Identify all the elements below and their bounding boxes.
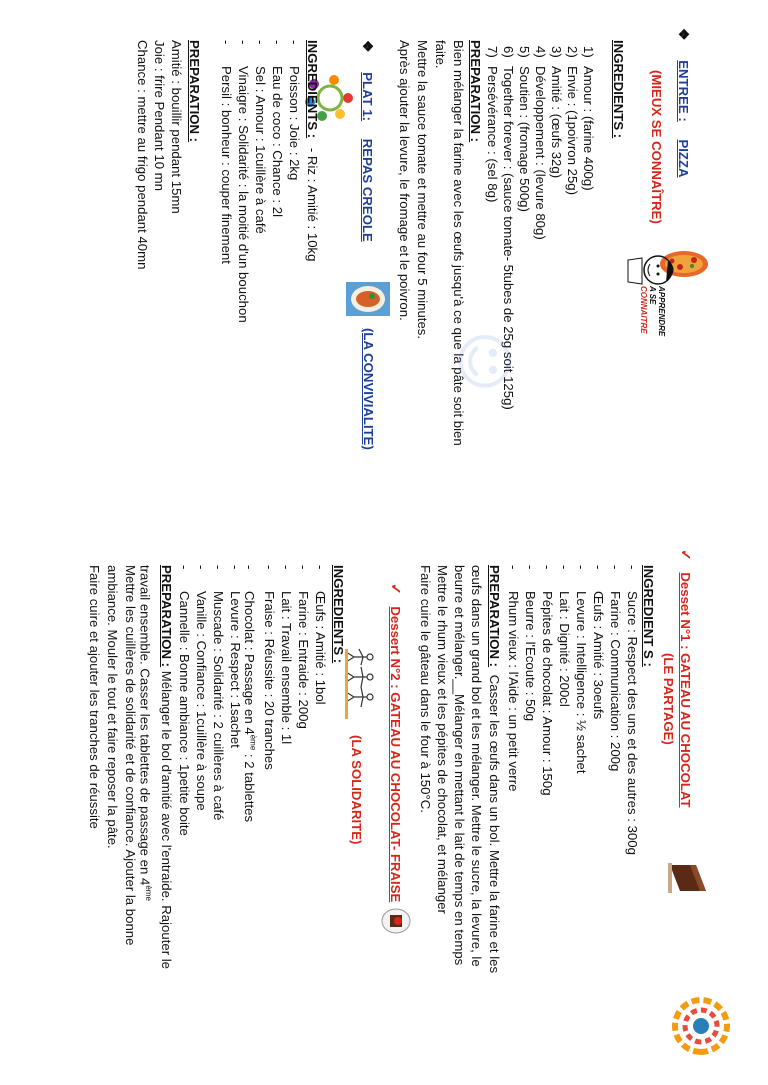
list-item: 7)Persévérance : (sel 8g) bbox=[485, 46, 500, 203]
list-item: -Levure : Respect : 1sachet bbox=[228, 565, 243, 748]
list-item: -Farine : Entraide : 200g bbox=[296, 565, 311, 729]
plat-header bbox=[359, 40, 376, 242]
prep-line: faite. bbox=[433, 40, 448, 69]
prep-line: Chance : mettre au frigo pendant 40mn bbox=[135, 40, 150, 270]
list-item: -Sel : Amour : 1cuillère à café bbox=[253, 40, 268, 234]
dessert2-ingredients-title: INGREDIENTS : bbox=[331, 565, 346, 664]
prep-line: Mettre les cuillères de solidarité et de confiance. Ajouter la bonne bbox=[123, 565, 138, 946]
list-item: -Muscade : Solidarité : 2 cuillères à café bbox=[211, 565, 226, 821]
left-column bbox=[0, 0, 768, 540]
list-item: -Pépites de chocolat : Amour : 150g bbox=[540, 565, 555, 796]
list-item: -Beurre : l'Ecoute : 50g bbox=[523, 565, 538, 722]
list-item: -Rhum vieux : l'Aide : un petit verre bbox=[506, 565, 521, 792]
entree-header bbox=[675, 28, 692, 178]
list-item: -Vinaigre : Solidarité : la moitié d'un bouchon bbox=[236, 40, 251, 323]
prep-line: Faire cuire et ajouter les tranches de réussite bbox=[87, 565, 102, 829]
list-item: 5)Soutien : (fromage 500g) bbox=[517, 46, 532, 212]
list-item: -Œufs : Amitié : 1bol bbox=[313, 565, 328, 705]
creole-dish-image bbox=[346, 282, 390, 316]
prep-line: Amitié : bouillir pendant 15mn bbox=[169, 40, 184, 214]
plat-ingredients-heading bbox=[304, 40, 320, 261]
entree-subtitle: (MIEUX SE CONNAÎTRE) bbox=[649, 70, 664, 224]
dessert1-prep-title: PREPARATION : bbox=[487, 565, 502, 668]
list-item: -Persil : bonheur : couper finement bbox=[219, 40, 234, 264]
kids-solidarity-image bbox=[342, 645, 376, 725]
prep-line: Bien mélanger la farine avec les œufs jusqu'à ce que la pâte soit bien bbox=[451, 40, 466, 446]
list-item: -Vanille : Confiance : 1cuillère à soupe bbox=[194, 565, 209, 811]
prep-line: beurre et mélanger.__Mélanger en mettant le lait de temps en temps bbox=[452, 565, 467, 966]
entree-label: ENTREE : bbox=[676, 60, 691, 122]
plat-prep-title: PREPARATION : bbox=[187, 40, 202, 143]
logo-text-2: A SE bbox=[648, 286, 657, 305]
dessert2-prep-first: PREPARATION : Mélanger le bol d'amitié avec l'entraide. Rajouter le bbox=[159, 565, 174, 970]
prep-line: œufs dans un grand bol et les mélanger. Mettre le sucre, la levure, le bbox=[469, 565, 484, 967]
check-mark-icon: ✓ bbox=[388, 583, 404, 595]
faint-watermark: ☺ bbox=[448, 330, 518, 393]
check-mark-icon: ✓ bbox=[678, 549, 694, 561]
list-item: -Fraise : Réussite : 20 tranches bbox=[262, 565, 277, 770]
plat-ingredients-title: INGREDIENTS : bbox=[305, 40, 320, 139]
list-item: 1)Amour : (farine 400g) bbox=[581, 46, 596, 191]
list-item: -Œufs : Amitié : 3oeufs bbox=[591, 565, 606, 720]
list-item: 6)Together forever : (sauce tomate- 5tubes de 25g soit 125g) bbox=[501, 46, 516, 410]
prep-line: Après ajouter la levure, le fromage et le poivron. bbox=[397, 40, 412, 321]
dessert1-ingredients-title: INGREDIENT S : bbox=[641, 565, 656, 667]
prep-line: travail ensemble. Casser les tablettes de passage en 4ème bbox=[137, 565, 153, 901]
cartoon-logo bbox=[624, 254, 688, 354]
chocolate-cake-image bbox=[666, 861, 710, 895]
dessert2-prep-title: PREPARATION : bbox=[159, 565, 174, 668]
entree-dish: PIZZA bbox=[676, 139, 691, 178]
dessert2-subtitle: (LA SOLIDARITE) bbox=[349, 735, 364, 845]
dessert2-title: Dessert N°2 : GATEAU AU CHOCOLAT- FRAISE bbox=[388, 606, 403, 903]
list-item: -Lait : Travail ensemble : 1l bbox=[279, 565, 294, 745]
entree-prep-title: PREPARATION : bbox=[468, 40, 483, 143]
logo-text-1: APPRENDRE bbox=[657, 286, 666, 337]
entree-ingredients-title: INGREDIENTS : bbox=[611, 40, 626, 139]
dessert1-header bbox=[677, 549, 694, 808]
list-item: -Poisson : Joie : 2kg bbox=[287, 40, 302, 181]
list-item: -Sucre : Respect des uns et des autres : 300g bbox=[625, 565, 640, 855]
prep-line: ambiance. Mouler le tout et faire reposer la pâte. bbox=[105, 565, 120, 849]
plat-subtitle: (LA CONVIVIALITE) bbox=[361, 328, 376, 450]
plat-dish: REPAS CREOLE bbox=[360, 138, 375, 242]
dessert1-subtitle: (LE PARTAGE) bbox=[661, 653, 676, 745]
strawberry-cake-image bbox=[380, 907, 412, 935]
plat-label: PLAT 1: bbox=[360, 72, 375, 122]
list-item: -Lait : Dignité : 200cl bbox=[557, 565, 572, 707]
list-item: 4)Développement : (levure 80g) bbox=[533, 46, 548, 240]
prep-line: Mettre la sauce tomate et mettre au four 5 minutes. bbox=[415, 40, 430, 340]
dessert1-title: Desset N°1 : GATEAU AU CHOCOLAT bbox=[678, 572, 693, 808]
list-item: -Eau de coco : Chance : 2l bbox=[270, 40, 285, 218]
hands-circle-image bbox=[672, 997, 730, 1055]
list-item: -Cannelle : Bonne ambiance : 1petite boite bbox=[177, 565, 192, 836]
list-item: 2)Envie : (1poivron 25g) bbox=[565, 46, 580, 196]
prep-line: Mettre le rhum vieux et les pépites de chocolat, et mélanger bbox=[435, 565, 450, 914]
list-item: 3)Amitié : (œufs 32g) bbox=[549, 46, 564, 179]
dessert2-header bbox=[387, 583, 404, 902]
prep-line: Joie : frire Pendant 10 mn bbox=[152, 40, 167, 192]
diamond-bullet-icon: ❖ bbox=[360, 40, 376, 53]
right-column bbox=[0, 545, 768, 1085]
diamond-bullet-icon: ❖ bbox=[676, 28, 692, 41]
list-item: -Levure : Intelligence : ½ sachet bbox=[574, 565, 589, 774]
list-item: -Farine : Communication : 200g bbox=[608, 565, 623, 772]
plat-ingredient-first: - Riz : Amitié : 10kg bbox=[305, 147, 320, 262]
prep-line: Faire cuire le gâteau dans le four à 150°C. bbox=[418, 565, 433, 813]
dessert1-prep-first: PREPARATION : Casser les œufs dans un bol. Mettre la farine et les bbox=[487, 565, 502, 974]
list-item: -Chocolat : Passage en 4ème : 2 tablettes bbox=[241, 565, 257, 823]
logo-text-3: CONNAITRE bbox=[639, 286, 648, 334]
